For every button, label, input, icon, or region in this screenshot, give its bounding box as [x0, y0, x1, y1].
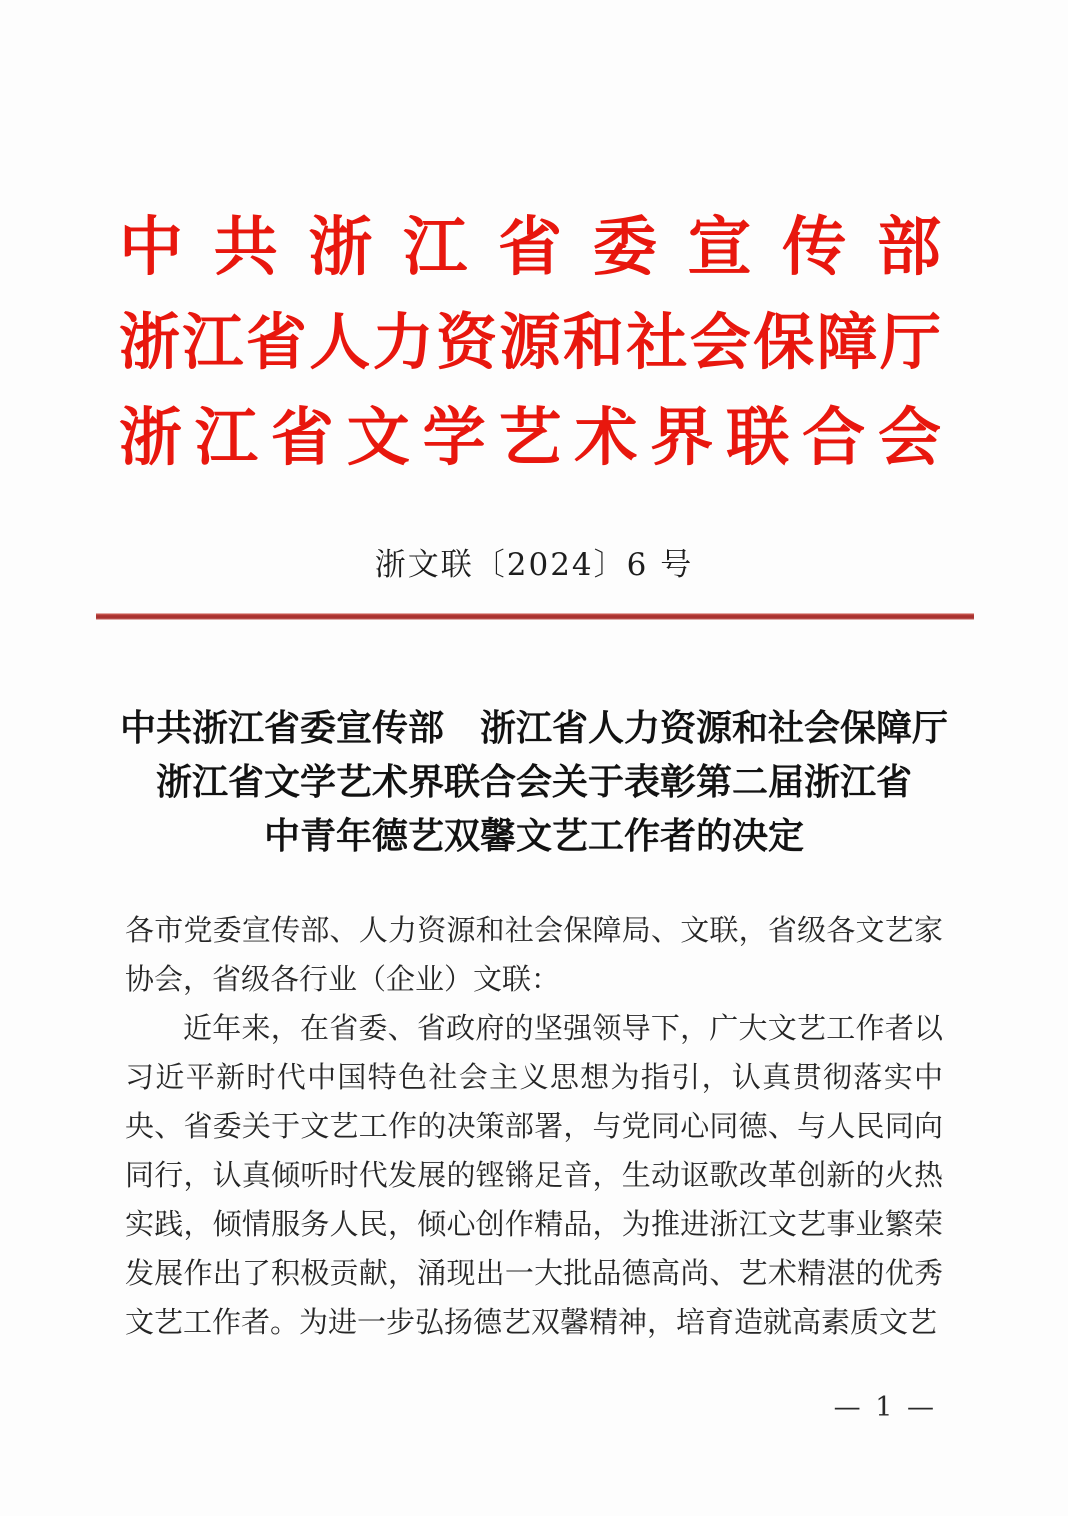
- letterhead: [119, 200, 941, 485]
- letterhead-line-3: 浙江省文学艺术界联合会: [119, 400, 941, 474]
- body-paragraph: 近年来，在省委、省政府的坚强领导下，广大文艺工作者以习近平新时代中国特色社会主义思想为指引，认真贯彻落实中央、省委关于文艺工作的决策部署，与党同心同德、与人民同向同行，认真倾听时代发展的铿锵足音，生动讴歌改革创新的火热实践，倾情服务人民，倾心创作精品，为推进浙江文艺事业繁荣发展作出了积极贡献，涌现出一大批品德高尚、艺术精湛的优秀文艺工作者。为进一步弘扬德艺双馨精神，培育造就高素质文艺: [125, 1011, 943, 1339]
- page-number: — 1 —: [833, 1392, 937, 1423]
- title-line-3: 中青年德艺双馨文艺工作者的决定: [263, 815, 804, 857]
- document-title: [0, 701, 1068, 863]
- document-number: 浙文联〔2024〕6 号: [374, 547, 694, 583]
- title-line-2: 浙江省文学艺术界联合会关于表彰第二届浙江省: [155, 761, 912, 803]
- title-line-1: 中共浙江省委宣传部 浙江省人力资源和社会保障厅: [119, 707, 948, 749]
- red-divider-line: [96, 613, 974, 620]
- letterhead-line-2: 浙江省人力资源和社会保障厅: [119, 307, 941, 378]
- salutation-paragraph: 各市党委宣传部、人力资源和社会保障局、文联，省级各文艺家协会，省级各行业（企业）文联：: [125, 913, 943, 996]
- document-body: [125, 906, 943, 1347]
- letterhead-line-1: 中共浙江省委宣传部: [119, 210, 941, 285]
